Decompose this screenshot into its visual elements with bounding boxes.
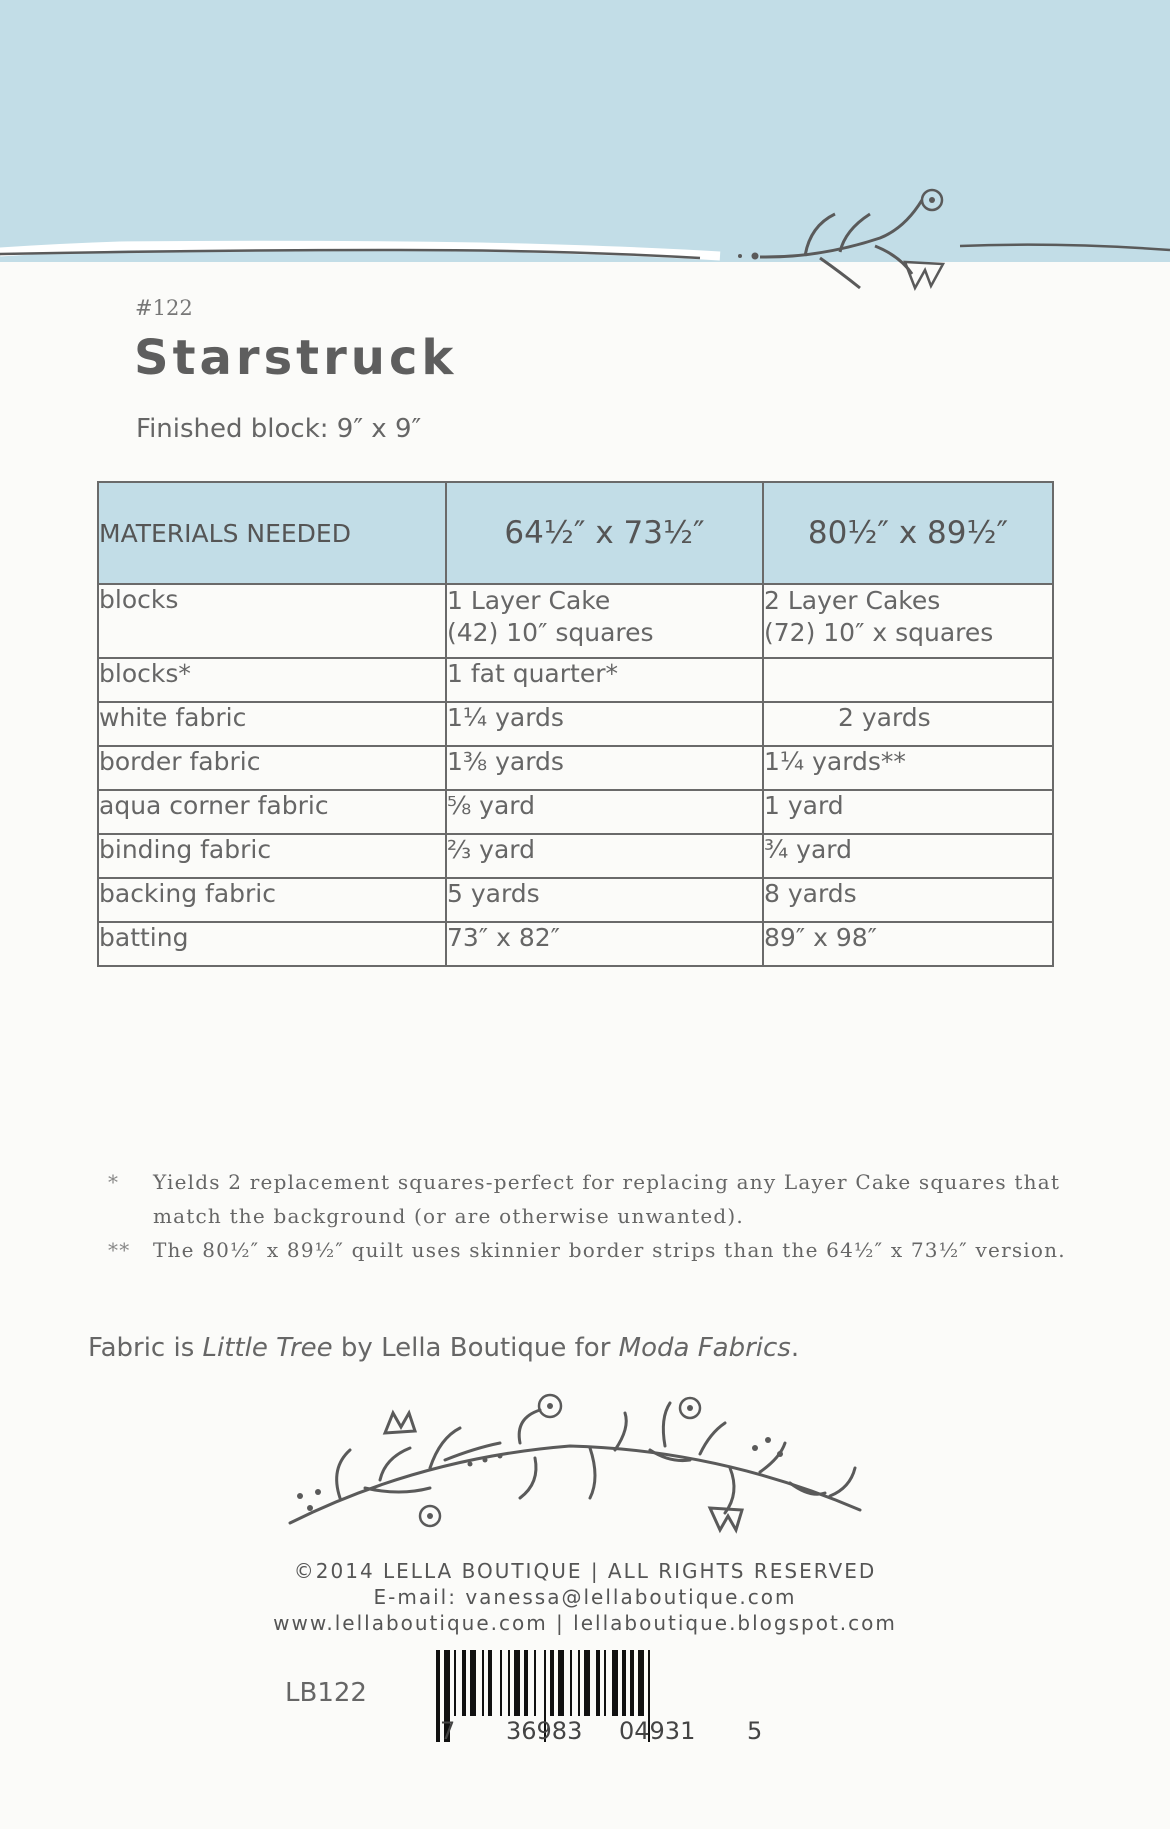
website-links: www.lellaboutique.com | lellaboutique.blogspot.com: [273, 1611, 897, 1635]
copyright-block: [0, 1558, 1170, 1636]
table-row: [98, 584, 1053, 658]
material-cell: aqua corner fabric: [98, 790, 446, 834]
footnote-mark: **: [108, 1238, 131, 1262]
quantity-cell: ⅔ yard: [446, 834, 763, 878]
fabric-company: Moda Fabrics: [618, 1333, 791, 1363]
floral-garland-icon: [270, 1388, 880, 1538]
quantity-cell: 73″ x 82″: [446, 922, 763, 966]
footnote: [100, 1165, 1090, 1233]
footnotes: [100, 1165, 1090, 1267]
quantity-cell: 1 yard: [763, 790, 1053, 834]
barcode-digit: 36983: [506, 1717, 583, 1745]
table-row: [98, 922, 1053, 966]
quantity-line: 1 Layer Cake: [447, 586, 611, 615]
table-row: [98, 834, 1053, 878]
copyright-text: ©2014 LELLA BOUTIQUE | ALL RIGHTS RESERVED: [293, 1559, 877, 1583]
barcode-digit: 7: [440, 1717, 456, 1745]
finished-block-size: Finished block: 9″ x 9″: [136, 414, 422, 444]
table-row: [98, 658, 1053, 702]
quantity-line: 2 Layer Cakes: [764, 586, 941, 615]
column-header: MATERIALS NEEDED: [98, 482, 446, 584]
material-cell: binding fabric: [98, 834, 446, 878]
quantity-cell: 1¼ yards: [446, 702, 763, 746]
fabric-prefix: Fabric is: [88, 1333, 203, 1363]
fabric-middle: by Lella Boutique for: [332, 1333, 619, 1363]
table-header-row: [98, 482, 1053, 584]
quantity-cell: 1 fat quarter*: [446, 658, 763, 702]
material-cell: white fabric: [98, 702, 446, 746]
footnote: [100, 1233, 1090, 1267]
quantity-cell: 1¼ yards**: [763, 746, 1053, 790]
quantity-cell: 89″ x 98″: [763, 922, 1053, 966]
material-cell: backing fabric: [98, 878, 446, 922]
table-row: [98, 746, 1053, 790]
material-cell: batting: [98, 922, 446, 966]
quantity-cell: 2 yards: [763, 702, 1053, 746]
quantity-cell: 8 yards: [763, 878, 1053, 922]
fabric-line-name: Little Tree: [202, 1333, 333, 1363]
barcode-digit: 04931: [619, 1717, 696, 1745]
page-title: Starstruck: [134, 330, 458, 386]
pattern-number: #122: [135, 296, 193, 320]
email-text: E-mail: vanessa@lellaboutique.com: [373, 1585, 797, 1609]
column-header: 80½″ x 89½″: [763, 482, 1053, 584]
barcode-digit: 5: [747, 1717, 763, 1745]
quantity-cell: [763, 584, 1053, 658]
quantity-line: (42) 10″ squares: [447, 618, 654, 647]
table-row: [98, 790, 1053, 834]
quantity-line: (72) 10″ x squares: [764, 618, 994, 647]
quantity-cell: 5 yards: [446, 878, 763, 922]
footnote-text: Yields 2 replacement squares-perfect for replacing any Layer Cake squares that match the background (or are otherwise unwanted).: [153, 1170, 1061, 1228]
fabric-credit: [88, 1333, 799, 1363]
quantity-cell: ¾ yard: [763, 834, 1053, 878]
footnote-text: The 80½″ x 89½″ quilt uses skinnier border strips than the 64½″ x 73½″ version.: [153, 1238, 1066, 1262]
material-cell: blocks: [98, 584, 446, 658]
material-cell: blocks*: [98, 658, 446, 702]
quantity-cell: ⅝ yard: [446, 790, 763, 834]
quantity-cell: [446, 584, 763, 658]
fabric-suffix: .: [790, 1333, 800, 1363]
table-row: [98, 702, 1053, 746]
product-sku: LB122: [285, 1678, 367, 1708]
quantity-cell: [763, 658, 1053, 702]
table-row: [98, 878, 1053, 922]
materials-table: [97, 481, 1054, 967]
material-cell: border fabric: [98, 746, 446, 790]
flower-sprig-icon: [0, 170, 1170, 310]
quantity-cell: 1⅜ yards: [446, 746, 763, 790]
footnote-mark: *: [108, 1170, 120, 1194]
column-header: 64½″ x 73½″: [446, 482, 763, 584]
